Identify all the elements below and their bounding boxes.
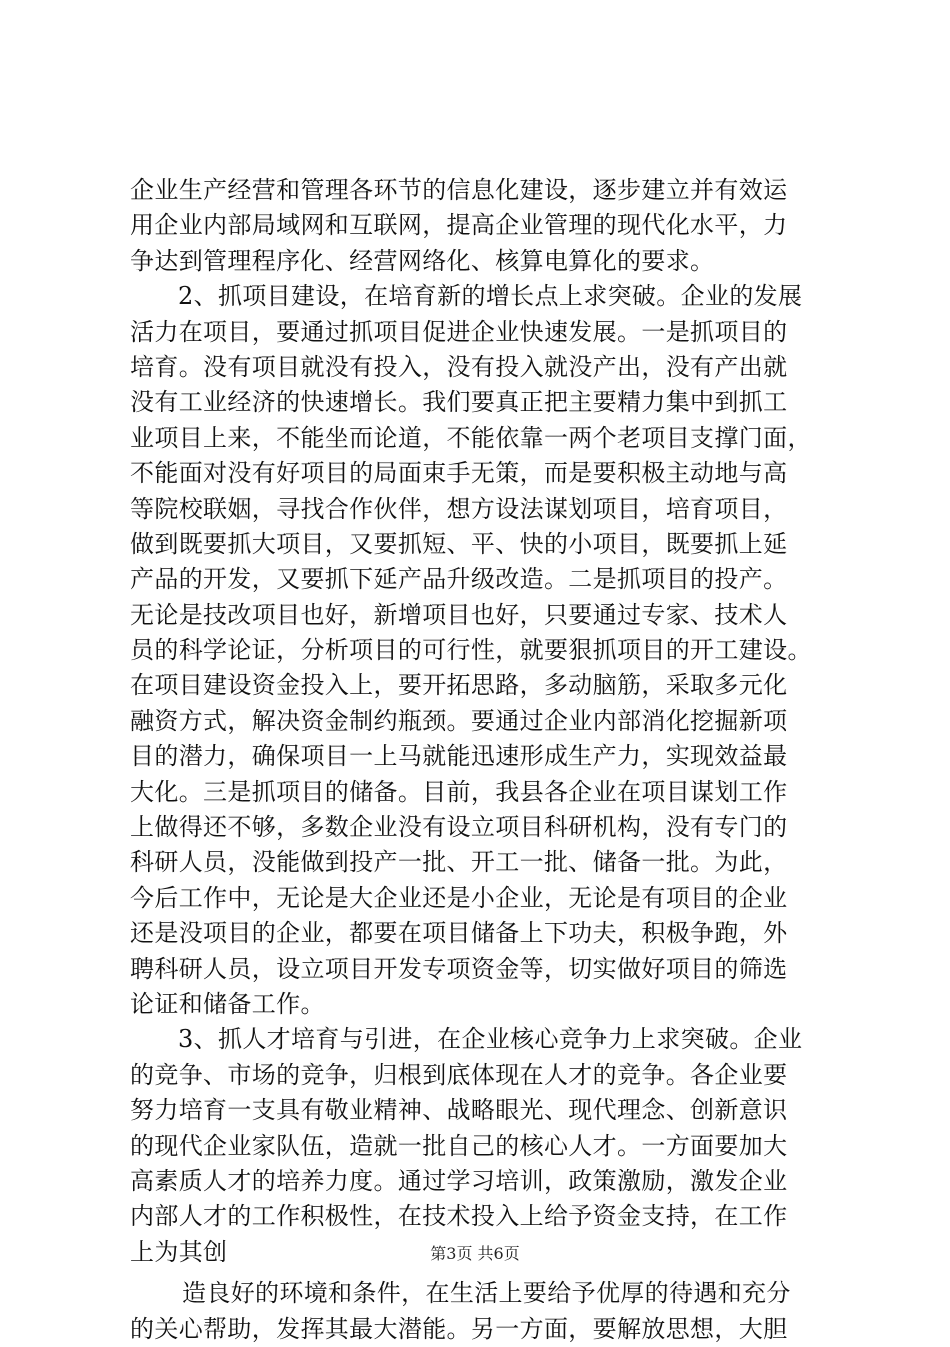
text-line: 目的潜力，确保项目一上马就能迅速形成生产力，实现效益最	[130, 742, 788, 771]
text-line: 论证和储备工作。	[130, 989, 325, 1018]
text-line: 无论是技改项目也好，新增项目也好，只要通过专家、技术人	[130, 600, 788, 629]
text-line: 的现代企业家队伍，造就一批自己的核心人才。一方面要加大	[130, 1131, 788, 1160]
text-line: 做到既要抓大项目，又要抓短、平、快的小项目，既要抓上延	[130, 529, 788, 558]
text-line: 今后工作中，无论是大企业还是小企业，无论是有项目的企业	[130, 883, 788, 912]
text-line: 的竞争、市场的竞争，归根到底体现在人才的竞争。各企业要	[130, 1060, 788, 1089]
text-line: 业项目上来，不能坐而论道，不能依靠一两个老项目支撑门面，	[130, 423, 812, 452]
text-line: 没有工业经济的快速增长。我们要真正把主要精力集中到抓工	[130, 388, 788, 417]
text-line: 努力培育一支具有敬业精神、战略眼光、现代理念、创新意识	[130, 1096, 788, 1125]
text-line: 等院校联姻，寻找合作伙伴，想方设法谋划项目，培育项目，	[130, 494, 788, 523]
text-line: 的关心帮助，发挥其最大潜能。另一方面，要解放思想，大胆	[130, 1314, 788, 1343]
text-line: 在项目建设资金投入上，要开拓思路，多动脑筋，采取多元化	[130, 671, 788, 700]
text-line: 聘科研人员，设立项目开发专项资金等，切实做好项目的筛选	[130, 954, 788, 983]
text-line: 科研人员，没能做到投产一批、开工一批、储备一批。为此，	[130, 848, 788, 877]
paragraph-2-start: 2、抓项目建设，在培育新的增长点上求突破。企业的发展	[178, 282, 803, 311]
text-line: 用企业内部局域网和互联网，提高企业管理的现代化水平，力	[130, 211, 788, 240]
document-body	[130, 173, 835, 1347]
text-line: 高素质人才的培养力度。通过学习培训，政策激励，激发企业	[130, 1166, 788, 1195]
text-line: 不能面对没有好项目的局面束手无策，而是要积极主动地与高	[130, 459, 788, 488]
text-line: 内部人才的工作积极性，在技术投入上给予资金支持，在工作	[130, 1202, 788, 1231]
text-line: 培育。没有项目就没有投入，没有投入就没产出，没有产出就	[130, 352, 788, 381]
text-line: 大化。三是抓项目的储备。目前，我县各企业在项目谋划工作	[130, 777, 788, 806]
text-line: 上为其创	[130, 1237, 228, 1266]
text-line: 活力在项目，要通过抓项目促进企业快速发展。一是抓项目的	[130, 317, 788, 346]
text-line: 还是没项目的企业，都要在项目储备上下功夫，积极争跑，外	[130, 919, 788, 948]
paragraph-3-start: 3、抓人才培育与引进，在企业核心竞争力上求突破。企业	[178, 1025, 803, 1054]
text-line: 产品的开发，又要抓下延产品升级改造。二是抓项目的投产。	[130, 565, 788, 594]
text-line: 上做得还不够，多数企业没有设立项目科研机构，没有专门的	[130, 813, 788, 842]
text-line: 争达到管理程序化、经营网络化、核算电算化的要求。	[130, 246, 715, 275]
text-line: 融资方式，解决资金制约瓶颈。要通过企业内部消化挖掘新项	[130, 706, 788, 735]
page-number-footer: 第3页 共6页	[430, 1244, 520, 1263]
text-line: 员的科学论证，分析项目的可行性，就要狠抓项目的开工建设。	[130, 636, 812, 665]
text-line: 企业生产经营和管理各环节的信息化建设，逐步建立并有效运	[130, 176, 788, 204]
paragraph-continuation: 造良好的环境和条件，在生活上要给予优厚的待遇和充分	[182, 1279, 791, 1308]
